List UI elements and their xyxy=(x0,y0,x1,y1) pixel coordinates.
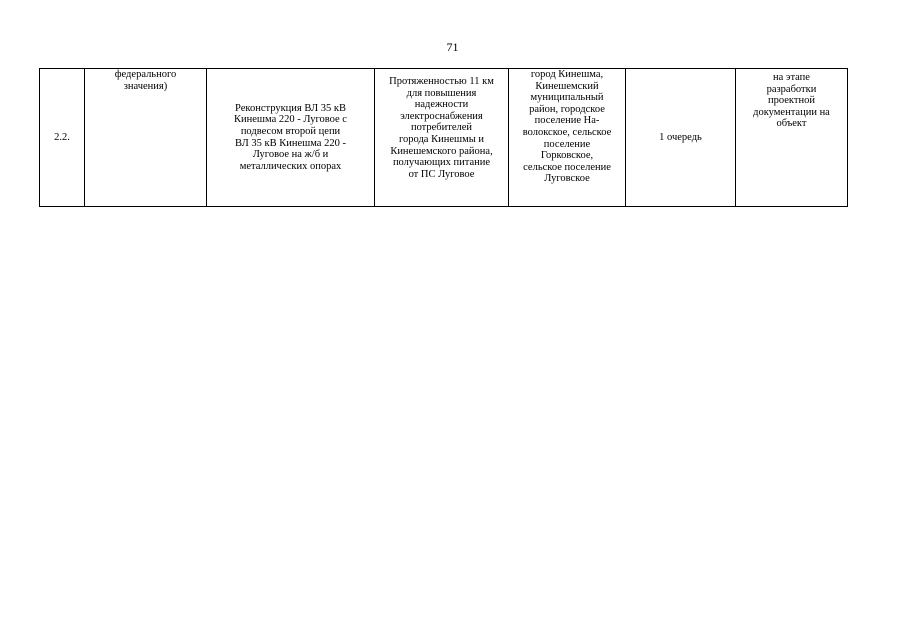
row-number-cell xyxy=(40,69,85,207)
purpose-line: электроснабжения xyxy=(400,110,483,122)
queue-cell xyxy=(626,69,736,207)
object-name-cell xyxy=(207,69,375,207)
location-line: поселение На- xyxy=(534,115,600,127)
purpose-line: надежности xyxy=(414,99,469,111)
objects-table xyxy=(39,68,848,207)
table-row xyxy=(40,69,848,207)
purpose-line: от ПС Луговое xyxy=(408,168,475,180)
status-cell xyxy=(736,69,848,207)
purpose-line: Протяженностью 11 км xyxy=(389,76,494,87)
location-line: волокское, сельское xyxy=(522,126,612,138)
location-line: Луговское xyxy=(544,173,590,185)
location-line: поселение xyxy=(543,138,591,150)
status-line: на этапе xyxy=(773,72,810,83)
location-line: Горковское, xyxy=(540,150,594,162)
category-line: значения) xyxy=(123,80,168,92)
object-name-line: Луговое на ж/б и xyxy=(252,149,329,161)
purpose-line: Кинешемского района, xyxy=(390,145,493,157)
location-line: район, городское xyxy=(529,103,605,115)
status-line: разработки xyxy=(766,83,817,95)
location-line: муниципальный xyxy=(530,92,604,104)
object-name-line: металлических опорах xyxy=(239,160,342,172)
queue-text: 1 очередь xyxy=(659,131,702,143)
location-cell xyxy=(509,69,626,207)
page-number: 71 xyxy=(446,40,459,54)
purpose-line: потребителей xyxy=(410,122,473,134)
status-line: объект xyxy=(776,118,807,130)
category-line: федерального xyxy=(114,69,177,80)
object-name-line: подвесом второй цепи xyxy=(240,125,341,137)
object-name-line: Кинешма 220 - Луговое с xyxy=(234,114,347,126)
category-cell xyxy=(85,69,207,207)
location-line: Кинешемский xyxy=(535,80,599,92)
purpose-line: города Кинешмы и xyxy=(398,133,485,145)
object-name-line: ВЛ 35 кВ Кинешма 220 - xyxy=(235,137,346,149)
location-line: город Кинешма, xyxy=(530,69,604,80)
purpose-line: получающих питание xyxy=(392,157,491,169)
status-line: проектной xyxy=(768,95,815,107)
object-name-line: Реконструкция ВЛ 35 кВ xyxy=(235,102,346,114)
status-line: документации на xyxy=(753,106,830,118)
purpose-line: для повышения xyxy=(406,87,477,99)
location-line: сельское поселение xyxy=(523,161,611,173)
purpose-cell xyxy=(375,69,509,207)
row-number: 2.2. xyxy=(54,131,70,143)
